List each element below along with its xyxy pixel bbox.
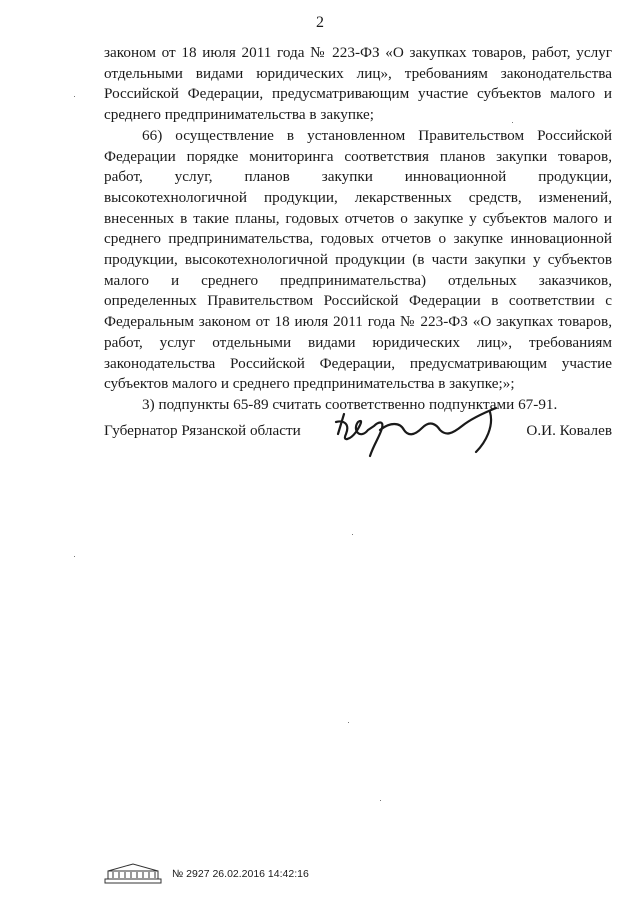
paragraph-item-3: 3) подпункты 65-89 считать соответственно подпунктами 67-91. xyxy=(142,395,558,413)
paragraph-continuation: законом от 18 июля 2011 года № 223-ФЗ «О закупках товаров, работ, услуг отдельными видами юридических лиц», требованиям законодательства Российской Федерации, предусматривающим участие субъектов малого и среднего предпринимательства в закупке; xyxy=(104,44,612,124)
scan-speck xyxy=(512,122,513,123)
signature-block xyxy=(104,400,612,470)
scan-speck xyxy=(74,556,75,557)
registration-footer xyxy=(104,862,504,886)
signatory-name: О.И. Ковалев xyxy=(526,422,612,439)
page-number: 2 xyxy=(316,14,324,31)
registration-number: № 2927 xyxy=(172,868,210,880)
scan-speck xyxy=(352,534,353,535)
paragraph-item-66: 66) осуществление в установленном Правительством Российской Федерации порядке мониторинга соответствия планов закупки товаров, работ, услуг, планов закупки инновационной продукции, высокотехнологичной продукции, лекарственных средств, изменений, внесенных в такие планы, годовых отчетов о закупке у субъектов малого и среднего предпринимательства, годовых отчетов о закупке инновационной продукции, высокотехнологичной продукции (в части закупки у субъектов малого и среднего предпринимательства) отдельных заказчиков, определенных Правительством Российской Федерации в соответствии с Федеральным законом от 18 июля 2011 года № 223-ФЗ «О закупках товаров, работ, услуг отдельными видами юридических лиц», требованиям законодательства Российской Федерации, предусматривающим участие субъектов малого и среднего предпринимательства в закупке;»; xyxy=(104,126,612,393)
registration-stamp-text xyxy=(172,868,309,880)
registration-timestamp: 26.02.2016 14:42:16 xyxy=(212,868,309,880)
scan-speck xyxy=(74,96,75,97)
signatory-title: Губернатор Рязанской области xyxy=(104,422,301,439)
building-stamp-icon xyxy=(104,862,162,884)
scan-speck xyxy=(380,800,381,801)
scan-speck xyxy=(348,722,349,723)
handwritten-signature xyxy=(330,400,500,460)
document-body xyxy=(104,43,612,416)
